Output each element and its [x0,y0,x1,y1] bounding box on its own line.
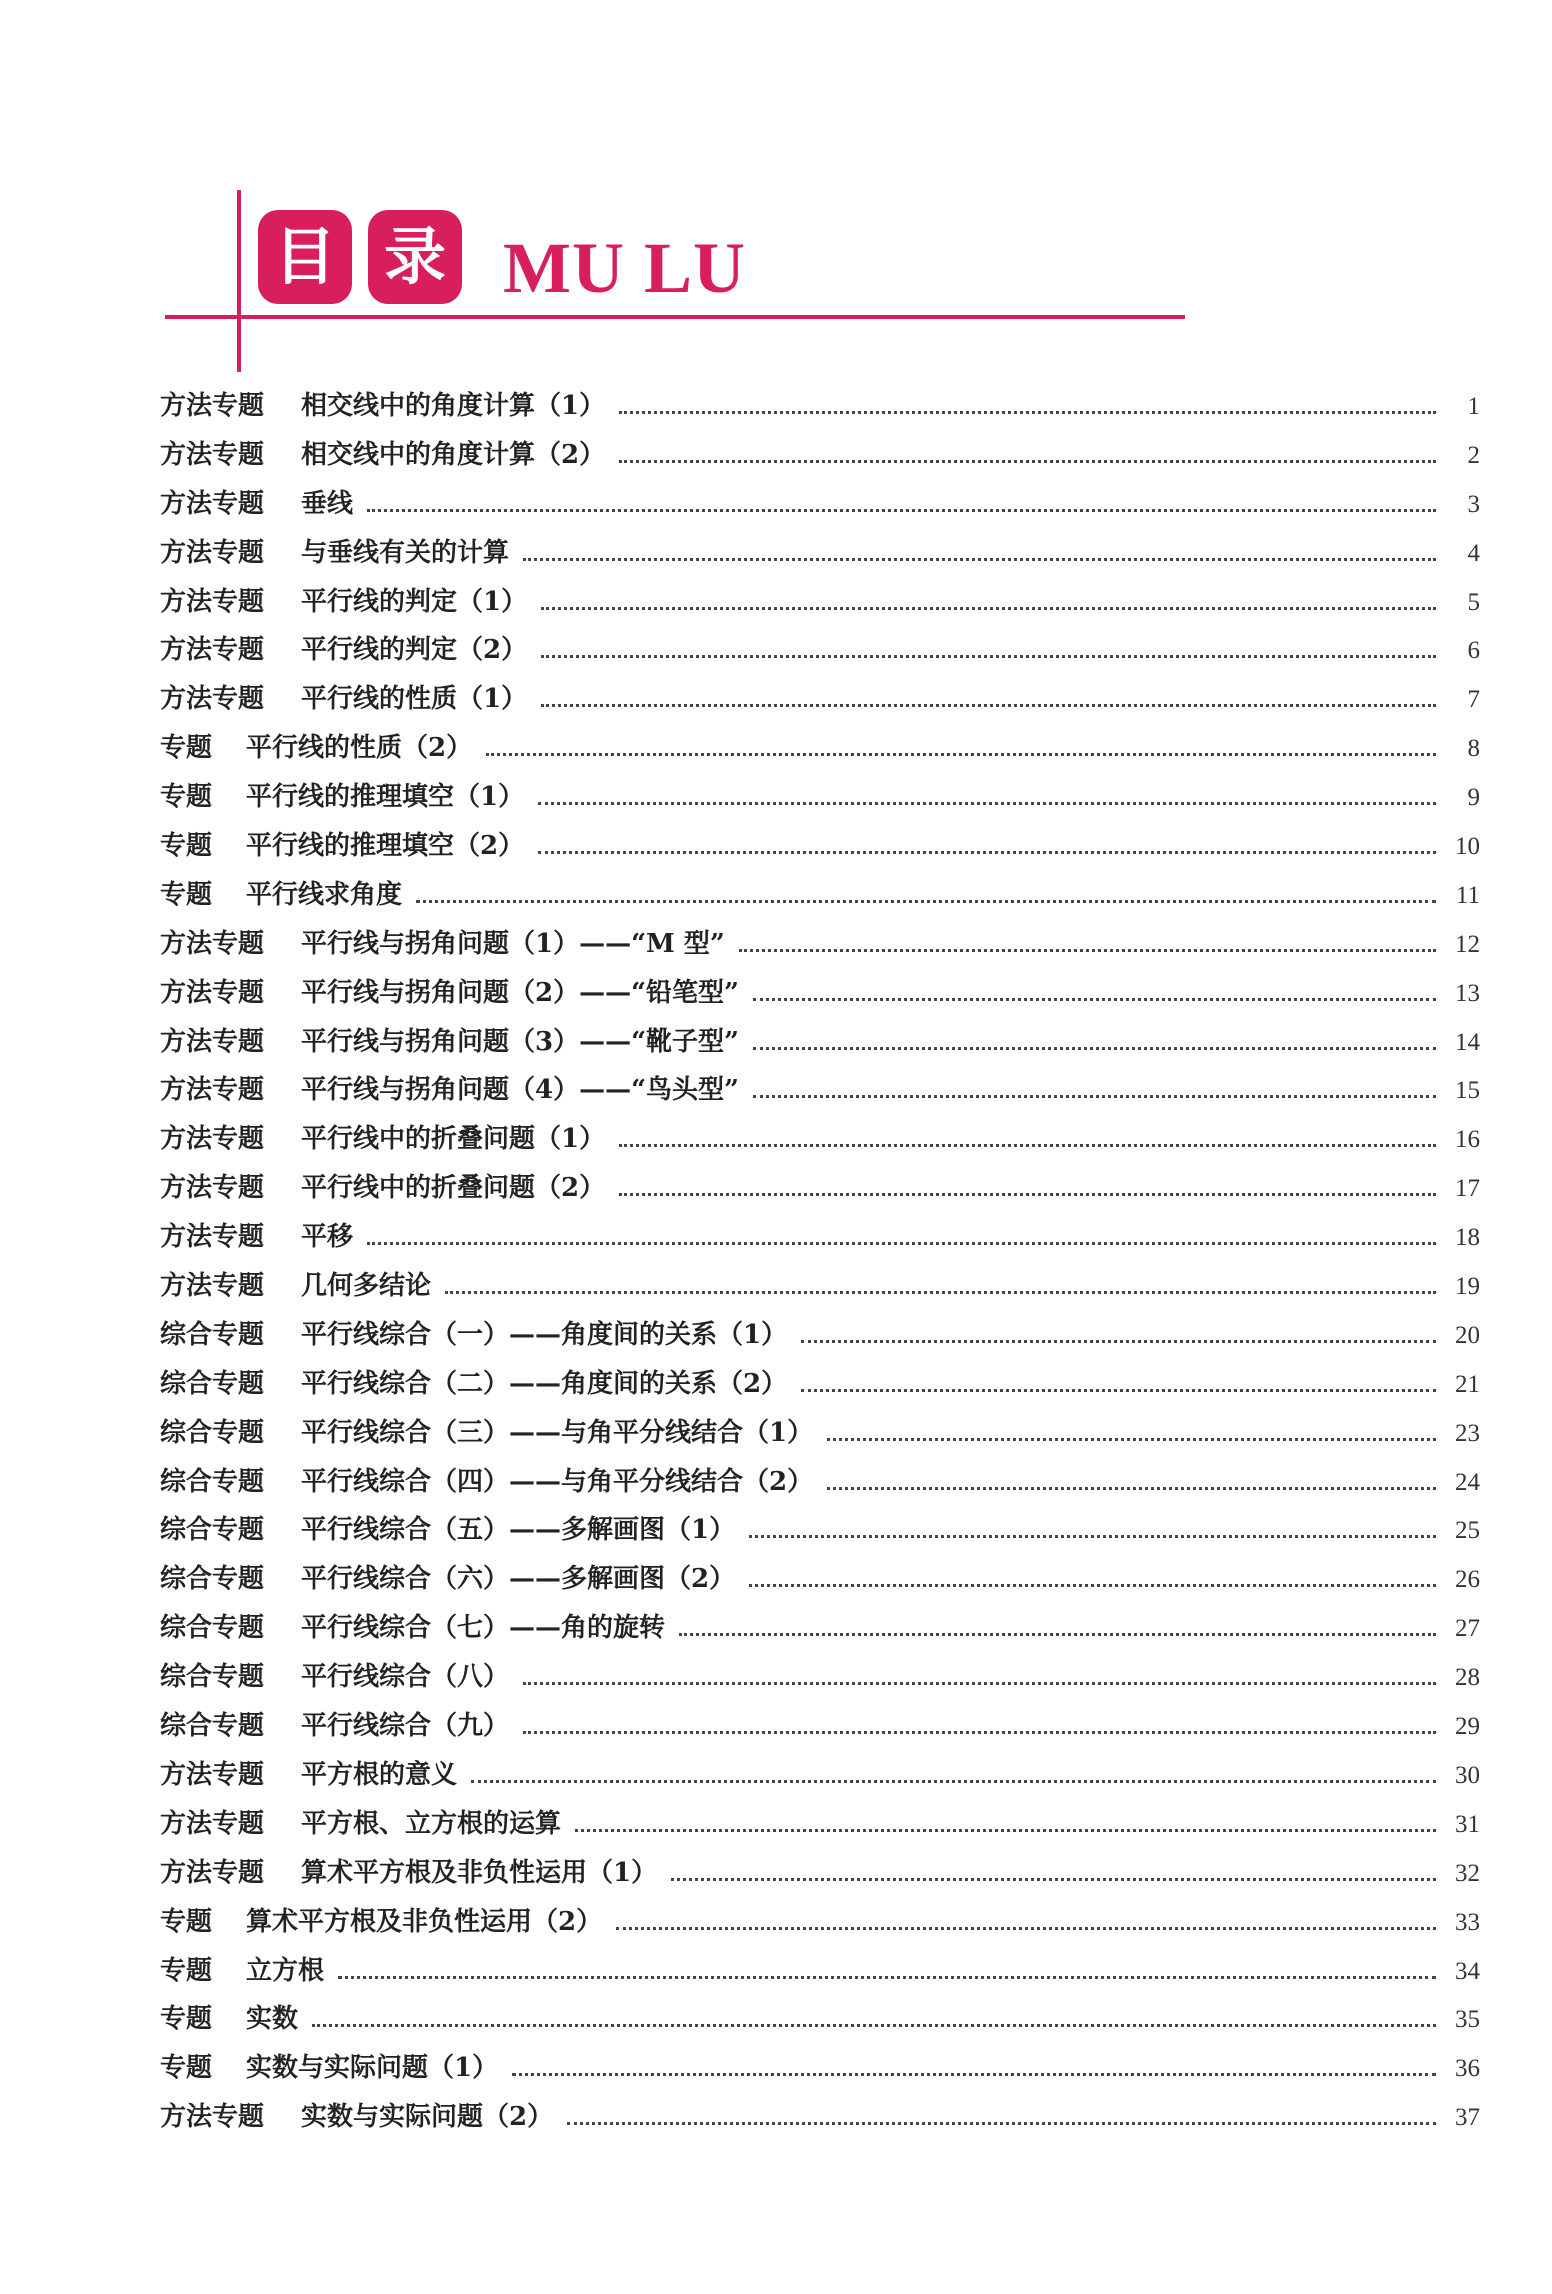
toc-entry-page-number: 11 [1455,881,1480,909]
toc-entry[interactable] [160,529,1480,578]
toc-entry-category: 方法专题 [160,586,265,617]
toc-entry-category: 方法专题 [160,391,265,421]
toc-entry-page-number: 5 [1467,588,1480,616]
toc-entry[interactable] [160,431,1480,480]
toc-dot-leader [619,411,1436,414]
toc-entry-category: 专题 [160,782,213,813]
toc-entry-category: 方法专题 [160,1808,265,1839]
toc-entry-category: 方法专题 [160,1124,265,1155]
toc-entry-page-number: 27 [1455,1615,1480,1643]
toc-dot-leader [619,1144,1436,1147]
toc-entry-title: 平行线综合（二）——角度间的关系（2） [301,1368,788,1399]
toc-entry-page-number: 7 [1467,686,1480,714]
toc-entry-title: 平行线的性质（2） [246,733,473,764]
toc-entry-category: 方法专题 [160,1075,265,1106]
toc-entry-page-number: 26 [1455,1566,1480,1594]
toc-entry[interactable] [160,1066,1480,1115]
toc-entry[interactable] [160,724,1480,773]
title-pinyin: MU LU [503,228,746,308]
toc-entry-page-number: 2 [1467,441,1480,469]
toc-entry-page-number: 24 [1455,1468,1480,1496]
toc-entry-page-number: 25 [1455,1517,1480,1545]
toc-entry-category: 综合专题 [160,1515,265,1546]
toc-entry-category: 方法专题 [160,635,265,666]
toc-entry-category: 综合专题 [160,1711,265,1742]
toc-entry-category: 综合专题 [160,1319,265,1350]
toc-entry[interactable] [160,1702,1480,1751]
toc-dot-leader [753,998,1436,1001]
toc-dot-leader [619,1193,1436,1196]
toc-entry-category: 综合专题 [160,1466,265,1497]
toc-entry[interactable] [160,1360,1480,1409]
toc-entry-title: 平行线中的折叠问题（2） [301,1173,606,1204]
toc-entry-title: 平行线综合（八） [301,1662,510,1693]
title-char-box-1: 目 [258,210,352,304]
toc-dot-leader [471,1780,1436,1783]
toc-entry-category: 方法专题 [160,488,265,519]
toc-entry[interactable] [160,1555,1480,1604]
toc-entry-page-number: 28 [1455,1664,1480,1692]
toc-entry-title: 平方根的意义 [301,1759,458,1790]
toc-dot-leader [827,1487,1436,1490]
toc-entry-title: 算术平方根及非负性运用（1） [301,1857,658,1888]
toc-dot-leader [749,1584,1436,1587]
toc-entry[interactable] [160,871,1480,920]
title-char-box-2: 录 [368,210,462,304]
toc-dot-leader [538,851,1436,854]
toc-dot-leader [753,1047,1436,1050]
toc-entry-title: 平行线与拐角问题（2）——“铅笔型” [301,977,740,1008]
toc-entry-category: 方法专题 [160,439,265,470]
toc-entry-page-number: 32 [1455,1859,1480,1887]
toc-entry-category: 专题 [160,2053,213,2084]
toc-entry-page-number: 1 [1467,393,1480,420]
toc-entry-title: 立方根 [246,1955,325,1986]
toc-entry-title: 平行线的推理填空（1） [246,782,525,813]
toc-entry-category: 方法专题 [160,1271,265,1302]
toc-entry-page-number: 31 [1455,1810,1480,1838]
toc-entry-title: 平行线的判定（1） [301,586,528,617]
toc-entry[interactable] [160,1653,1480,1702]
toc-entry-category: 方法专题 [160,1857,265,1888]
toc-entry-title: 平行线的性质（1） [301,684,528,715]
toc-dot-leader [679,1633,1436,1636]
toc-entry-title: 平行线综合（一）——角度间的关系（1） [301,1319,788,1350]
toc-entry-title: 平移 [301,1222,354,1253]
toc-entry[interactable] [160,2093,1480,2142]
toc-entry-category: 方法专题 [160,1173,265,1204]
toc-entry-category: 专题 [160,2004,213,2035]
toc-entry-category: 专题 [160,879,213,910]
toc-dot-leader [541,704,1436,707]
toc-entry[interactable] [160,382,1480,431]
toc-entry[interactable] [160,1458,1480,1507]
toc-dot-leader [671,1878,1436,1881]
toc-entry-page-number: 21 [1455,1370,1480,1398]
toc-entry-title: 几何多结论 [301,1271,432,1302]
toc-entry-title: 平行线综合（六）——多解画图（2） [301,1564,736,1595]
toc-entry-page-number: 29 [1455,1713,1480,1741]
toc-entry-page-number: 16 [1455,1126,1480,1154]
toc-dot-leader [567,2122,1436,2125]
toc-dot-leader [367,1242,1436,1245]
toc-entry-category: 综合专题 [160,1368,265,1399]
toc-entry-title: 与垂线有关的计算 [301,537,510,568]
toc-entry-page-number: 17 [1455,1175,1480,1203]
toc-dot-leader [541,655,1436,658]
toc-entry-title: 实数 [246,2004,299,2035]
toc-entry-category: 方法专题 [160,537,265,568]
toc-dot-leader [312,2024,1436,2027]
toc-entry[interactable] [160,1262,1480,1311]
toc-entry-page-number: 4 [1467,539,1480,567]
toc-entry-page-number: 13 [1455,979,1480,1007]
toc-entry[interactable] [160,1018,1480,1067]
table-of-contents [160,382,1480,2142]
toc-entry[interactable] [160,480,1480,529]
toc-entry-title: 平行线综合（四）——与角平分线结合（2） [301,1466,814,1497]
toc-entry[interactable] [160,1898,1480,1947]
toc-dot-leader [338,1976,1436,1979]
toc-dot-leader [523,1682,1436,1685]
toc-dot-leader [512,2073,1436,2076]
toc-entry-category: 专题 [160,831,213,862]
toc-header [0,0,1552,380]
toc-entry-page-number: 30 [1455,1761,1480,1789]
toc-entry-title: 垂线 [301,488,354,519]
toc-entry-category: 专题 [160,1906,213,1937]
toc-entry-category: 综合专题 [160,1564,265,1595]
toc-dot-leader [538,802,1436,805]
toc-entry[interactable] [160,773,1480,822]
toc-entry-page-number: 18 [1455,1224,1480,1252]
toc-dot-leader [616,1927,1436,1930]
toc-entry[interactable] [160,1164,1480,1213]
toc-entry-title: 平行线的推理填空（2） [246,831,525,862]
toc-entry[interactable] [160,969,1480,1018]
toc-entry[interactable] [160,822,1480,871]
toc-entry-title: 平行线与拐角问题（3）——“靴子型” [301,1026,740,1057]
toc-dot-leader [749,1535,1436,1538]
toc-entry-title: 实数与实际问题（1） [246,2053,499,2084]
toc-entry-category: 专题 [160,1955,213,1986]
toc-entry-title: 平行线求角度 [246,879,403,910]
toc-entry-title: 平行线与拐角问题（4）——“鸟头型” [301,1075,740,1106]
toc-entry-category: 方法专题 [160,2102,265,2133]
toc-entry-title: 相交线中的角度计算（2） [301,439,606,470]
toc-entry[interactable] [160,1604,1480,1653]
toc-entry-category: 方法专题 [160,1759,265,1790]
toc-dot-leader [445,1291,1436,1294]
toc-entry-title: 实数与实际问题（2） [301,2102,554,2133]
toc-entry[interactable] [160,1947,1480,1996]
toc-entry-title: 平行线综合（七）——角的旋转 [301,1613,666,1644]
toc-dot-leader [486,753,1436,756]
toc-dot-leader [753,1095,1436,1098]
header-horizontal-rule [165,315,1185,319]
toc-entry-title: 平行线综合（五）——多解画图（1） [301,1515,736,1546]
toc-dot-leader [523,558,1436,561]
toc-entry-page-number: 19 [1455,1273,1480,1301]
toc-entry-category: 综合专题 [160,1417,265,1448]
toc-entry-title: 平行线中的折叠问题（1） [301,1124,606,1155]
toc-entry[interactable] [160,1849,1480,1898]
toc-entry[interactable] [160,675,1480,724]
toc-entry-title: 平行线与拐角问题（1）——“M 型” [301,928,725,959]
toc-entry[interactable] [160,1995,1480,2044]
toc-dot-leader [523,1731,1436,1734]
toc-entry-category: 方法专题 [160,684,265,715]
toc-dot-leader [575,1829,1436,1832]
toc-entry-title: 相交线中的角度计算（1） [301,391,606,421]
toc-dot-leader [801,1389,1436,1392]
toc-dot-leader [367,509,1436,512]
toc-entry-title: 平方根、立方根的运算 [301,1808,562,1839]
toc-entry[interactable] [160,578,1480,627]
toc-entry-title: 算术平方根及非负性运用（2） [246,1906,603,1937]
toc-entry-page-number: 10 [1455,833,1480,861]
toc-entry-page-number: 23 [1455,1419,1480,1447]
toc-entry-page-number: 36 [1455,2055,1480,2083]
toc-entry-title: 平行线的判定（2） [301,635,528,666]
toc-entry-category: 方法专题 [160,928,265,959]
toc-dot-leader [619,460,1436,463]
toc-dot-leader [801,1340,1436,1343]
toc-entry-page-number: 6 [1467,637,1480,665]
toc-entry-page-number: 33 [1455,1908,1480,1936]
header-vertical-rule [237,190,241,372]
toc-entry[interactable] [160,1213,1480,1262]
toc-entry-category: 方法专题 [160,1026,265,1057]
toc-entry-page-number: 8 [1467,735,1480,763]
toc-entry-title: 平行线综合（三）——与角平分线结合（1） [301,1417,814,1448]
toc-entry-page-number: 12 [1455,930,1480,958]
toc-entry-page-number: 9 [1467,784,1480,812]
toc-entry[interactable] [160,1409,1480,1458]
toc-dot-leader [416,900,1436,903]
toc-entry[interactable] [160,1115,1480,1164]
toc-entry-category: 方法专题 [160,977,265,1008]
toc-entry[interactable] [160,920,1480,969]
toc-dot-leader [827,1438,1436,1441]
toc-entry-page-number: 14 [1455,1028,1480,1056]
toc-entry[interactable] [160,1751,1480,1800]
toc-entry-page-number: 20 [1455,1321,1480,1349]
toc-entry-category: 专题 [160,733,213,764]
toc-entry-page-number: 3 [1467,490,1480,518]
toc-entry[interactable] [160,2044,1480,2093]
toc-dot-leader [541,607,1436,610]
toc-entry-page-number: 34 [1455,1957,1480,1985]
toc-entry-category: 方法专题 [160,1222,265,1253]
toc-entry-title: 平行线综合（九） [301,1711,510,1742]
toc-entry-page-number: 15 [1455,1077,1480,1105]
toc-entry-page-number: 35 [1455,2006,1480,2034]
toc-entry[interactable] [160,1311,1480,1360]
toc-entry-category: 综合专题 [160,1613,265,1644]
toc-dot-leader [739,949,1436,952]
toc-entry[interactable] [160,1506,1480,1555]
toc-entry-page-number: 37 [1455,2104,1480,2132]
toc-entry-category: 综合专题 [160,1662,265,1693]
toc-entry[interactable] [160,1800,1480,1849]
toc-entry[interactable] [160,626,1480,675]
